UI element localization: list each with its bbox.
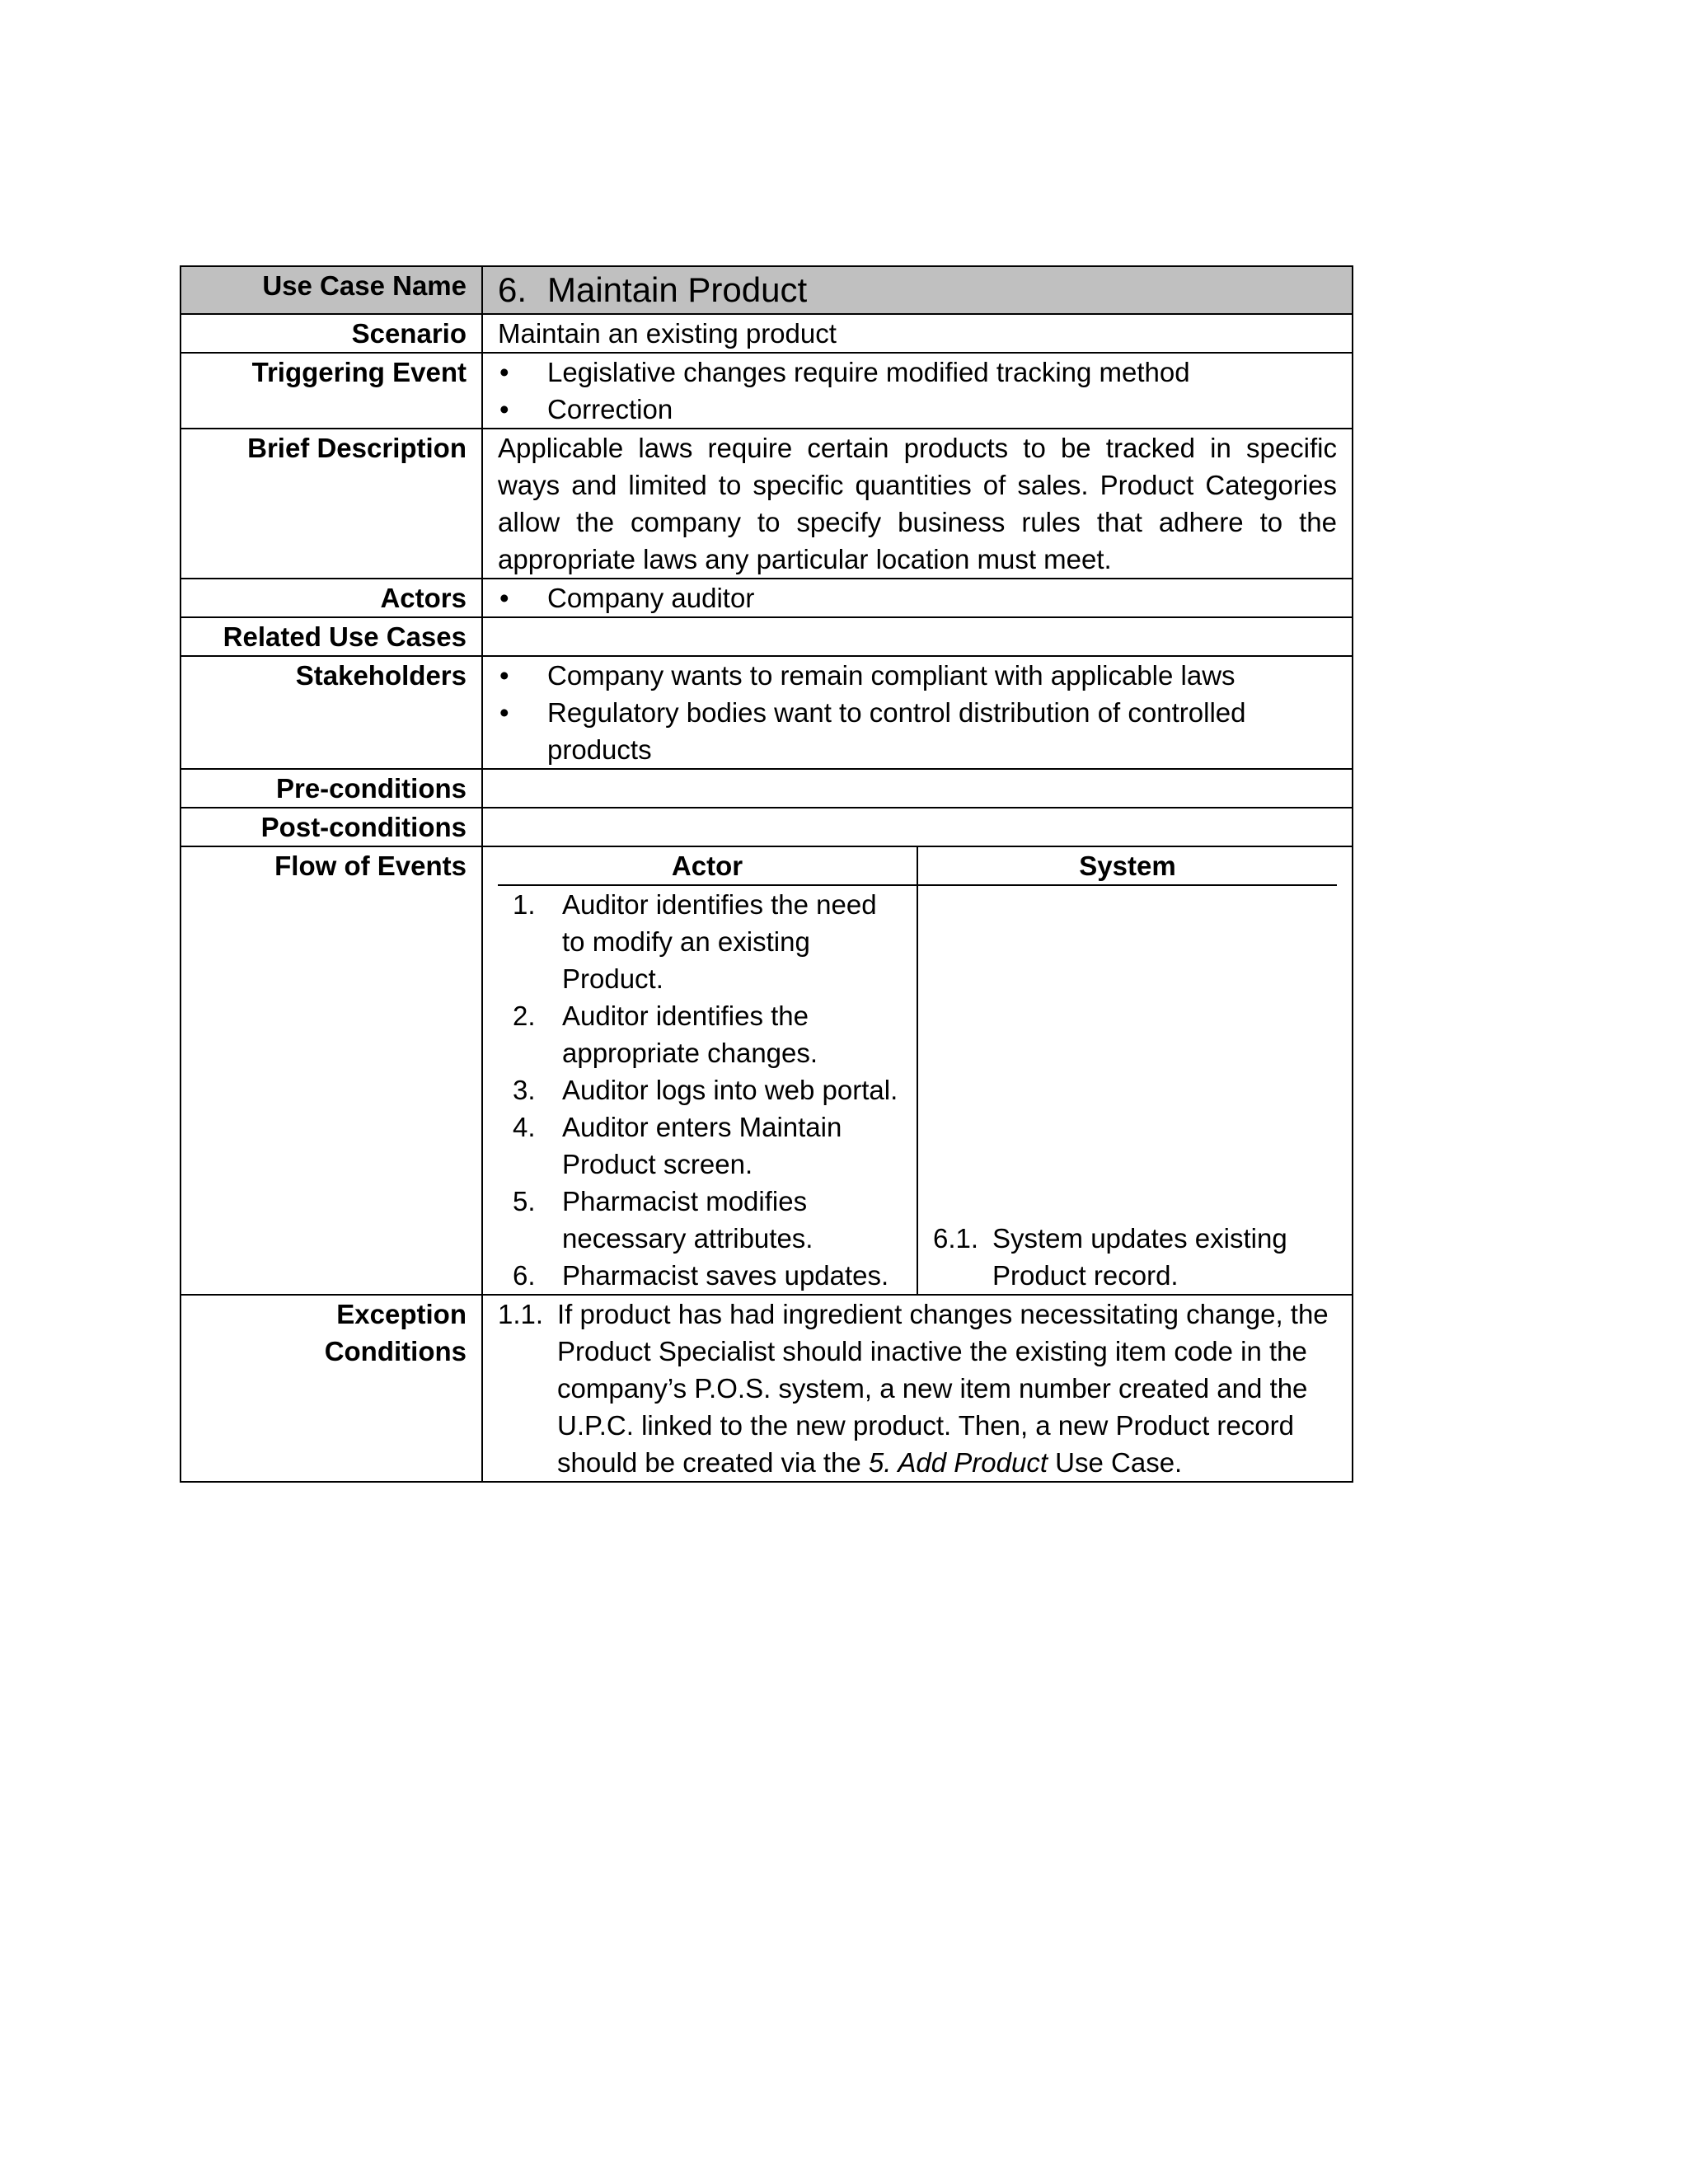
flow-of-events-table: [498, 847, 1337, 1294]
flow-header-row: [498, 847, 1337, 885]
label-exception-conditions: Exception Conditions: [181, 1295, 482, 1482]
actors-list: [498, 579, 1337, 616]
exception-number: 1.1.: [498, 1299, 544, 1329]
pre-conditions-text: [482, 769, 1353, 808]
step-number: 6.1.: [933, 1223, 979, 1254]
step-text: Auditor logs into web portal.: [562, 1075, 898, 1105]
flow-of-events-cell: [482, 846, 1353, 1295]
row-flow-of-events: [181, 846, 1353, 1295]
actor-column-header: Actor: [498, 847, 917, 885]
flow-body-row: [498, 885, 1337, 1294]
list-item: [513, 1108, 902, 1183]
label-triggering-event: Triggering Event: [181, 353, 482, 429]
actors-cell: [482, 579, 1353, 617]
step-text: Auditor identifies the appropriate changes.: [562, 1001, 818, 1068]
use-case-number: 6.: [498, 270, 528, 309]
step-text: System updates existing Product record.: [992, 1223, 1287, 1291]
scenario-text: Maintain an existing product: [482, 314, 1353, 353]
row-exception-conditions: [181, 1295, 1353, 1482]
step-text: Auditor enters Maintain Product screen.: [562, 1112, 842, 1179]
use-case-title: Maintain Product: [547, 270, 808, 309]
system-steps-cell: [917, 885, 1337, 1294]
list-item: [498, 1296, 1337, 1481]
label-stakeholders: Stakeholders: [181, 656, 482, 769]
list-item: • Company auditor: [498, 579, 1337, 616]
label-brief-description: Brief Description: [181, 429, 482, 579]
exception-use-case-reference: 5. Add Product: [868, 1447, 1048, 1478]
exception-text-after: Use Case.: [1048, 1447, 1183, 1478]
list-item: [513, 1183, 902, 1257]
list-item: [933, 1220, 1322, 1294]
label-actors: Actors: [181, 579, 482, 617]
actor-steps-cell: [498, 885, 917, 1294]
exception-conditions-cell: [482, 1295, 1353, 1482]
actor-steps-list: [513, 886, 902, 1294]
system-steps-list: [933, 1220, 1322, 1294]
label-use-case-name: Use Case Name: [181, 266, 482, 314]
post-conditions-text: [482, 808, 1353, 846]
step-text: Pharmacist modifies necessary attributes.: [562, 1186, 814, 1254]
step-number: 3.: [513, 1075, 536, 1105]
step-number: 5.: [513, 1186, 536, 1216]
step-number: 2.: [513, 1001, 536, 1031]
system-column-header: System: [917, 847, 1337, 885]
row-related-use-cases: [181, 617, 1353, 656]
list-item: • Correction: [498, 391, 1337, 428]
list-item: [513, 1257, 902, 1294]
use-case-title-cell: [482, 266, 1353, 314]
label-scenario: Scenario: [181, 314, 482, 353]
label-flow-of-events: Flow of Events: [181, 846, 482, 1295]
list-item: [513, 1071, 902, 1108]
row-brief-description: [181, 429, 1353, 579]
step-number: 4.: [513, 1112, 536, 1142]
row-scenario: [181, 314, 1353, 353]
list-item: • Company wants to remain compliant with applicable laws: [498, 657, 1337, 694]
list-item: [513, 997, 902, 1071]
triggering-event-list: [498, 354, 1337, 428]
label-pre-conditions: Pre-conditions: [181, 769, 482, 808]
stakeholders-list: [498, 657, 1337, 768]
use-case-table: [180, 265, 1353, 1483]
label-post-conditions: Post-conditions: [181, 808, 482, 846]
step-number: 6.: [513, 1260, 536, 1291]
row-actors: [181, 579, 1353, 617]
step-text: Pharmacist saves updates.: [562, 1260, 889, 1291]
row-pre-conditions: [181, 769, 1353, 808]
stakeholders-cell: [482, 656, 1353, 769]
row-post-conditions: [181, 808, 1353, 846]
label-related-use-cases: Related Use Cases: [181, 617, 482, 656]
list-item: [513, 886, 902, 997]
triggering-event-cell: [482, 353, 1353, 429]
brief-description-text: Applicable laws require certain products to be tracked in specific ways and limited to specific quantities of sales. Product Categories allow the company to specify business rules that adhere to the appropriate laws any particular location must meet.: [482, 429, 1353, 579]
list-item: • Regulatory bodies want to control distribution of controlled products: [498, 694, 1337, 768]
exception-conditions-list: [498, 1296, 1337, 1481]
related-use-cases-text: [482, 617, 1353, 656]
list-item: • Legislative changes require modified tracking method: [498, 354, 1337, 391]
row-use-case-name: [181, 266, 1353, 314]
exception-text-before: If product has had ingredient changes necessitating change, the Product Specialist should inactive the existing item code in the company’s P.O.S. system, a new item number created and the U.P.C. linked to the new product. Then, a new Product record should be created via the: [557, 1299, 1329, 1478]
step-number: 1.: [513, 889, 536, 920]
row-triggering-event: [181, 353, 1353, 429]
step-text: Auditor identifies the need to modify an existing Product.: [562, 889, 877, 994]
row-stakeholders: [181, 656, 1353, 769]
